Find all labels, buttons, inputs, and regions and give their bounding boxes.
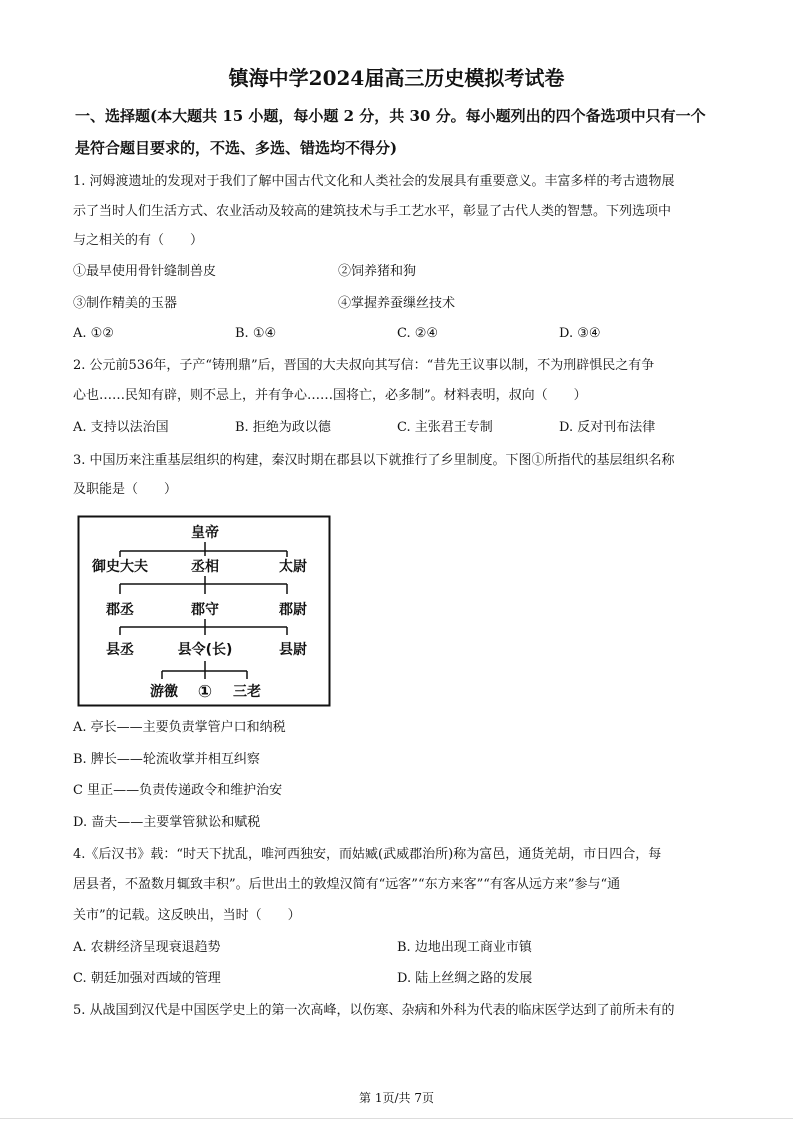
node-taiwei: 太尉 [279,559,307,575]
q2-stem-line: 心也……民知有辟，则不忌上，并有争心……国将亡，必多制”。材料表明，叔向（ ） [73,388,587,403]
node-xianwei: 县尉 [279,642,307,658]
q3-option-d: D. 啬夫——主要掌管狱讼和赋税 [73,815,261,830]
q1-item-1: ①最早使用骨针缝制兽皮 [73,264,217,279]
node-circle-one: ① [197,682,213,702]
q4-stem-line: 关市”的记载。这反映出，当时（ ） [73,908,301,923]
node-yushi-dafu: 御史大夫 [92,559,148,575]
q1-item-2: ②饲养猪和狗 [338,264,417,279]
q1-option-c: C. ②④ [397,326,439,341]
q3-option-b: B. 脾长——轮流收掌并相互纠察 [73,752,260,767]
org-chart-diagram [77,515,331,707]
bottom-divider [0,1118,793,1119]
q3-stem-line: 3. 中国历来注重基层组织的构建，秦汉时期在郡县以下就推行了乡里制度。下图①所指代的基层组织名称 [73,453,675,468]
q3-option-c: C 里正——负责传递政令和维护治安 [73,783,283,798]
q2-stem-line: 2. 公元前536年，子产“铸刑鼎”后，晋国的大夫叔向其写信：“昔先王议事以制，不为刑辟惧民之有争 [73,358,655,373]
q1-stem-line: 示了当时人们生活方式、农业活动及较高的建筑技术与手工艺水平，彰显了古代人类的智慧。下列选项中 [73,204,672,219]
q1-option-a: A. ①② [73,326,114,341]
node-junwei: 郡尉 [279,602,307,618]
q2-option-a: A. 支持以法治国 [73,420,169,435]
node-youjiao: 游徼 [150,684,178,700]
q1-item-3: ③制作精美的玉器 [73,296,178,311]
q2-option-b: B. 拒绝为政以德 [235,420,331,435]
q4-option-c: C. 朝廷加强对西域的管理 [73,971,221,986]
q4-stem-line: 居县者，不盈数月辄致丰积”。后世出土的敦煌汉简有“远客”“东方来客”“有客从远方来”参与“通 [73,877,621,892]
q1-stem-line: 与之相关的有（ ） [73,233,204,248]
q3-stem-line: 及职能是（ ） [73,482,178,497]
q4-option-b: B. 边地出现工商业市镇 [397,940,532,955]
q2-option-c: C. 主张君王专制 [397,420,493,435]
node-chengxiang: 丞相 [191,559,219,575]
q1-item-4: ④掌握养蚕缫丝技术 [338,296,456,311]
node-sanlao: 三老 [233,684,261,700]
q4-option-a: A. 农耕经济呈现衰退趋势 [73,940,221,955]
node-juncheng: 郡丞 [106,602,134,618]
q5-stem-line: 5. 从战国到汉代是中国医学史上的第一次高峰，以伤寒、杂病和外科为代表的临床医学达到了前所未有的 [73,1003,675,1018]
q2-option-d: D. 反对刊布法律 [559,420,656,435]
q1-stem-line: 1. 河姆渡遗址的发现对于我们了解中国古代文化和人类社会的发展具有重要意义。丰富多样的考古遗物展 [73,174,675,189]
org-chart-svg [77,515,331,707]
node-xiancheng: 县丞 [106,642,134,658]
page-title: 镇海中学2024届高三历史模拟考试卷 [228,66,565,90]
q4-option-d: D. 陆上丝绸之路的发展 [397,971,533,986]
node-emperor: 皇帝 [191,525,219,541]
node-junshou: 郡守 [191,602,219,618]
node-xianling: 县令(长) [177,642,233,658]
page-number-footer: 第 1页/共 7页 [359,1091,434,1105]
q1-option-b: B. ①④ [235,326,277,341]
section-heading-cont: 是符合题目要求的，不选、多选、错选均不得分) [75,139,398,157]
q4-stem-line: 4.《后汉书》载：“时天下扰乱，唯河西独安，而姑臧(武威郡治所)称为富邑，通货羌胡，市日四合，每 [73,847,662,862]
q1-option-d: D. ③④ [559,326,601,341]
section-heading: 一、选择题(本大题共 15 小题，每小题 2 分，共 30 分。每小题列出的四个备选项中只有一个 [75,107,706,125]
q3-option-a: A. 亭长——主要负责掌管户口和纳税 [73,720,286,735]
